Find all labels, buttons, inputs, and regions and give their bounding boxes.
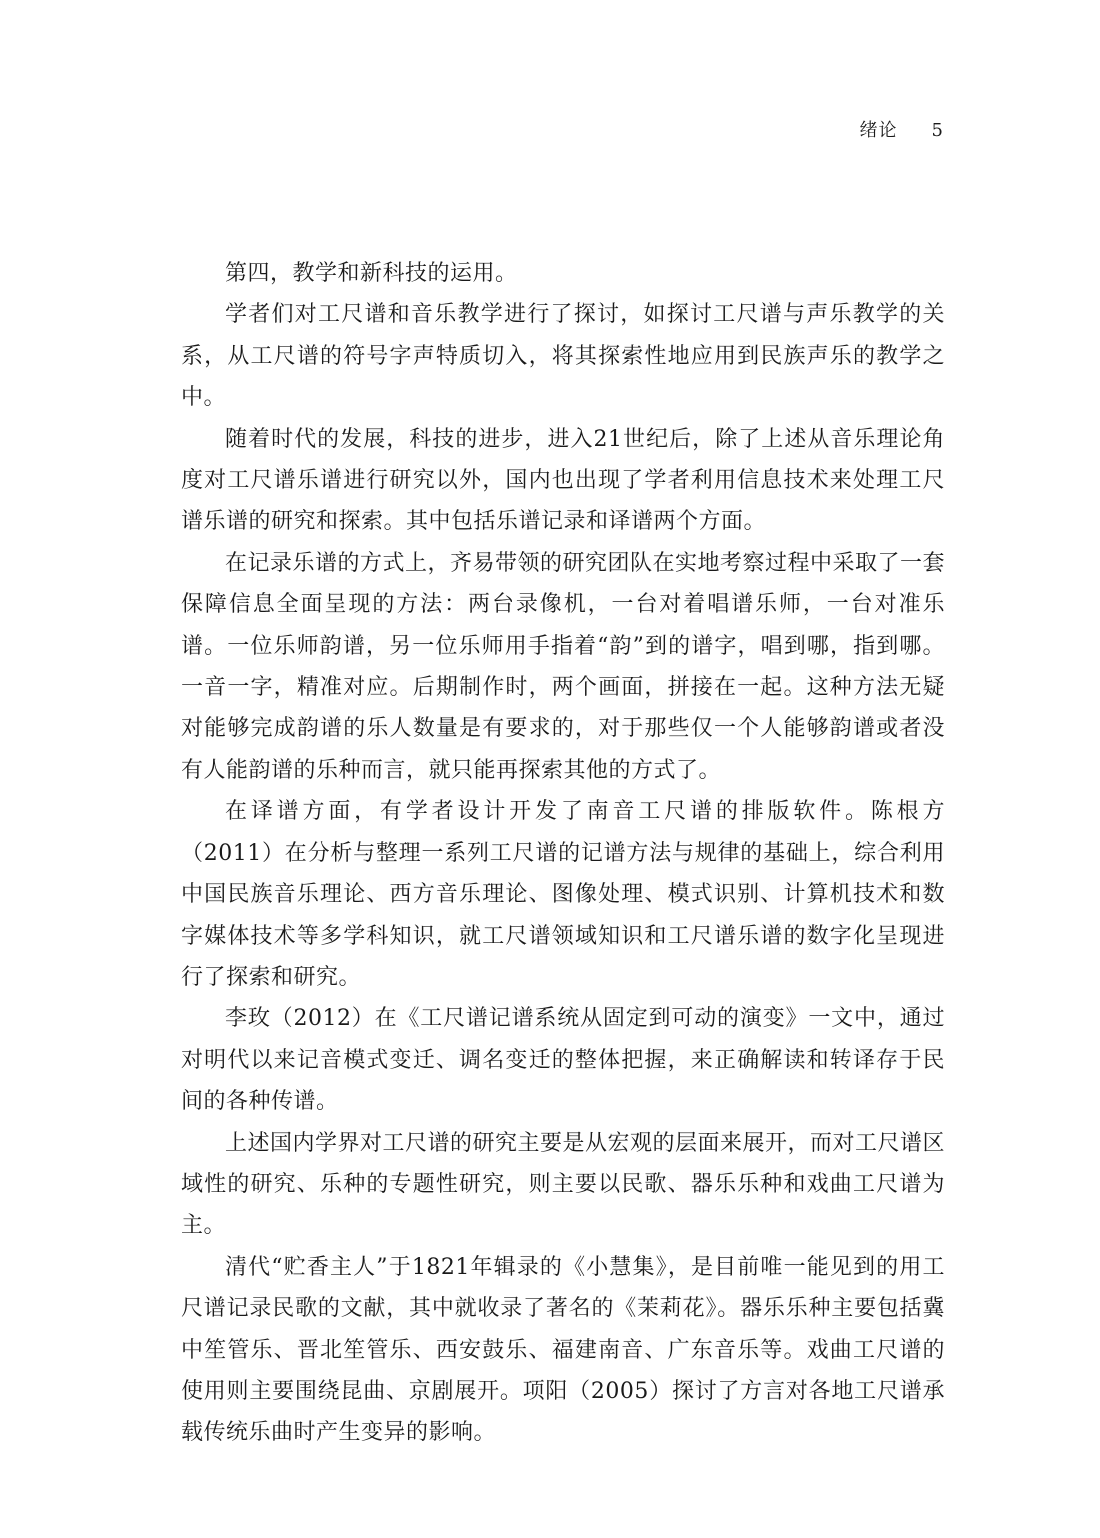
paragraph: 上述国内学界对工尺谱的研究主要是从宏观的层面来展开，而对工尺谱区域性的研究、乐种的专题性研究，则主要以民歌、器乐乐种和戏曲工尺谱为主。	[181, 1130, 946, 1239]
paragraph: 在译谱方面，有学者设计开发了南音工尺谱的排版软件。陈根方（2011）在分析与整理一系列工尺谱的记谱方法与规律的基础上，综合利用中国民族音乐理论、西方音乐理论、图像处理、模式识别、计算机技术和数字媒体技术等多学科知识，就工尺谱领域知识和工尺谱乐谱的数字化呈现进行了探索和研究。	[181, 799, 945, 990]
paragraph: 在记录乐谱的方式上，齐易带领的研究团队在实地考察过程中采取了一套保障信息全面呈现的方法：两台录像机，一台对着唱谱乐师，一台对准乐谱。一位乐师韵谱，另一位乐师用手指着“韵”到的谱字，唱到哪，指到哪。一音一字，精准对应。后期制作时，两个画面，拼接在一起。这种方法无疑对能够完成韵谱的乐人数量是有要求的，对于那些仅一个人能够韵谱或者没有人能韵谱的乐种而言，就只能再探索其他的方式了。	[181, 550, 946, 783]
paragraph: 第四，教学和新科技的运用。	[225, 261, 518, 286]
paragraph: 清代“贮香主人”于1821年辑录的《小慧集》，是目前唯一能见到的用工尺谱记录民歌的文献，其中就收录了著名的《茉莉花》。器乐乐种主要包括冀中笙管乐、晋北笙管乐、西安鼓乐、福建南音、广东音乐等。戏曲工尺谱的使用则主要围绕昆曲、京剧展开。项阳（2005）探讨了方言对各地工尺谱承载传统乐曲时产生变异的影响。	[181, 1254, 945, 1446]
section-title: 绪论	[859, 120, 898, 141]
page-body	[181, 253, 945, 1454]
page-number: 5	[931, 120, 944, 141]
paragraph: 学者们对工尺谱和音乐教学进行了探讨，如探讨工尺谱与声乐教学的关系，从工尺谱的符号字声特质切入，将其探索性地应用到民族声乐的教学之中。	[181, 302, 945, 411]
paragraph: 随着时代的发展，科技的进步，进入21世纪后，除了上述从音乐理论角度对工尺谱乐谱进行研究以外，国内也出现了学者利用信息技术来处理工尺谱乐谱的研究和探索。其中包括乐谱记录和译谱两个方面。	[181, 426, 945, 535]
paragraph: 李玫（2012）在《工尺谱记谱系统从固定到可动的演变》一文中，通过对明代以来记音模式变迁、调名变迁的整体把握，来正确解读和转译存于民间的各种传谱。	[181, 1006, 945, 1115]
running-head	[860, 116, 944, 142]
